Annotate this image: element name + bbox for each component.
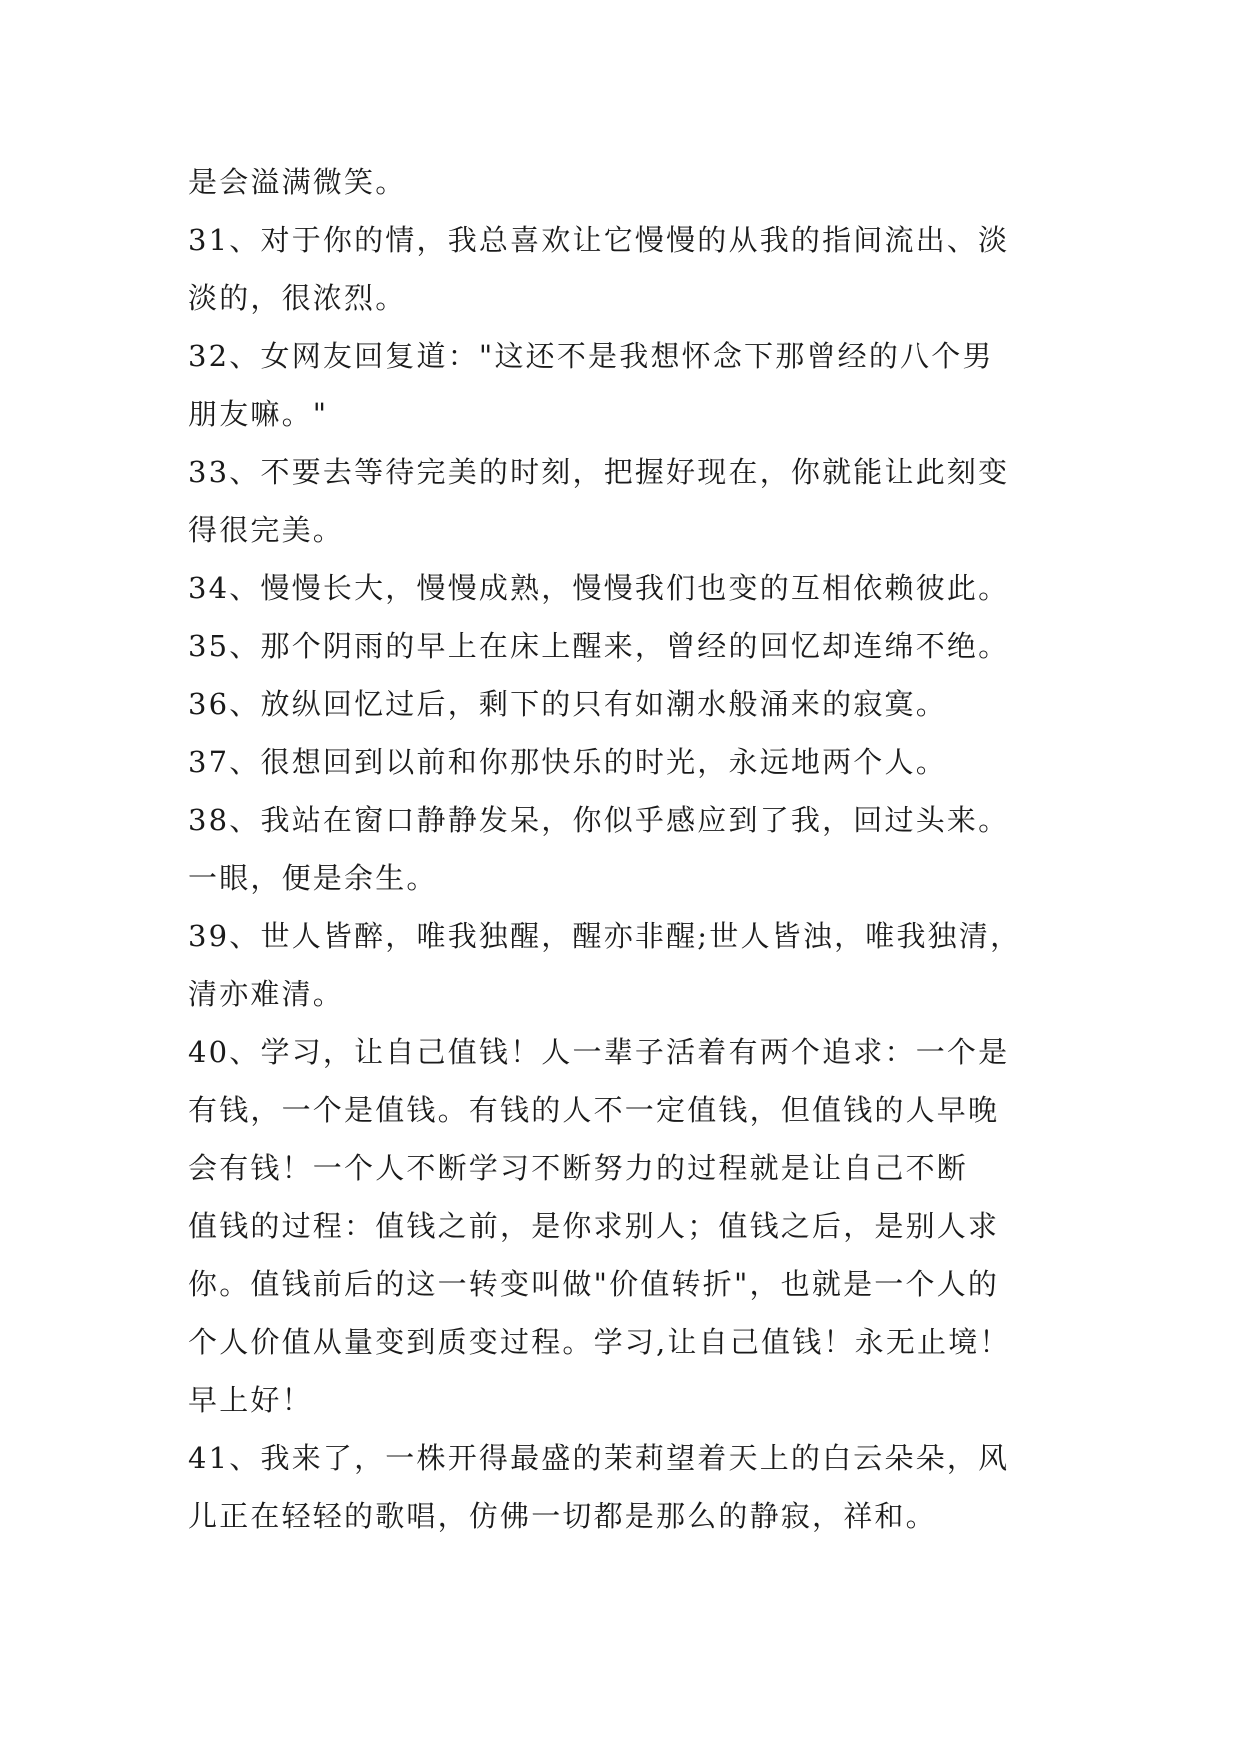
text-line: 31、对于你的情，我总喜欢让它慢慢的从我的指间流出、淡: [188, 223, 1010, 257]
text-line: 36、放纵回忆过后，剩下的只有如潮水般涌来的寂寞。: [188, 687, 947, 721]
text-line: 淡的，很浓烈。: [188, 281, 407, 315]
text-line: 37、很想回到以前和你那快乐的时光，永远地两个人。: [188, 745, 947, 779]
text-line: 40、学习，让自己值钱！人一辈子活着有两个追求：一个是: [188, 1035, 1010, 1069]
text-line: 你。值钱前后的这一转变叫做"价值转折"，也就是一个人的: [188, 1267, 1000, 1301]
text-line: 值钱的过程：值钱之前，是你求别人；值钱之后，是别人求: [188, 1209, 1000, 1243]
text-line: 39、世人皆醉，唯我独醒，醒亦非醒;世人皆浊，唯我独清，: [188, 919, 1022, 953]
text-line: 有钱，一个是值钱。有钱的人不一定值钱，但值钱的人早晚: [188, 1093, 1000, 1127]
text-line: 个人价值从量变到质变过程。学习,让自己值钱！永无止境！: [188, 1325, 1011, 1359]
text-line: 儿正在轻轻的歌唱，仿佛一切都是那么的静寂，祥和。: [188, 1499, 937, 1533]
document-body: [188, 153, 1083, 1545]
text-line: 33、不要去等待完美的时刻，把握好现在，你就能让此刻变: [188, 455, 1010, 489]
text-line: 得很完美。: [188, 513, 345, 547]
text-line: 朋友嘛。": [188, 397, 329, 431]
text-line: 会有钱！一个人不断学习不断努力的过程就是让自己不断: [188, 1151, 969, 1185]
text-line: 是会溢满微笑。: [188, 165, 407, 199]
text-line: 34、慢慢长大，慢慢成熟，慢慢我们也变的互相依赖彼此。: [188, 571, 1010, 605]
text-line: 32、女网友回复道："这还不是我想怀念下那曾经的八个男: [188, 339, 994, 373]
text-line: 35、那个阴雨的早上在床上醒来，曾经的回忆却连绵不绝。: [188, 629, 1010, 663]
text-line: 41、我来了，一株开得最盛的茉莉望着天上的白云朵朵，风: [188, 1441, 1010, 1475]
text-line: 清亦难清。: [188, 977, 345, 1011]
text-line: 一眼，便是余生。: [188, 861, 438, 895]
text-line: 早上好！: [188, 1383, 313, 1417]
text-line: 38、我站在窗口静静发呆，你似乎感应到了我，回过头来。: [188, 803, 1010, 837]
